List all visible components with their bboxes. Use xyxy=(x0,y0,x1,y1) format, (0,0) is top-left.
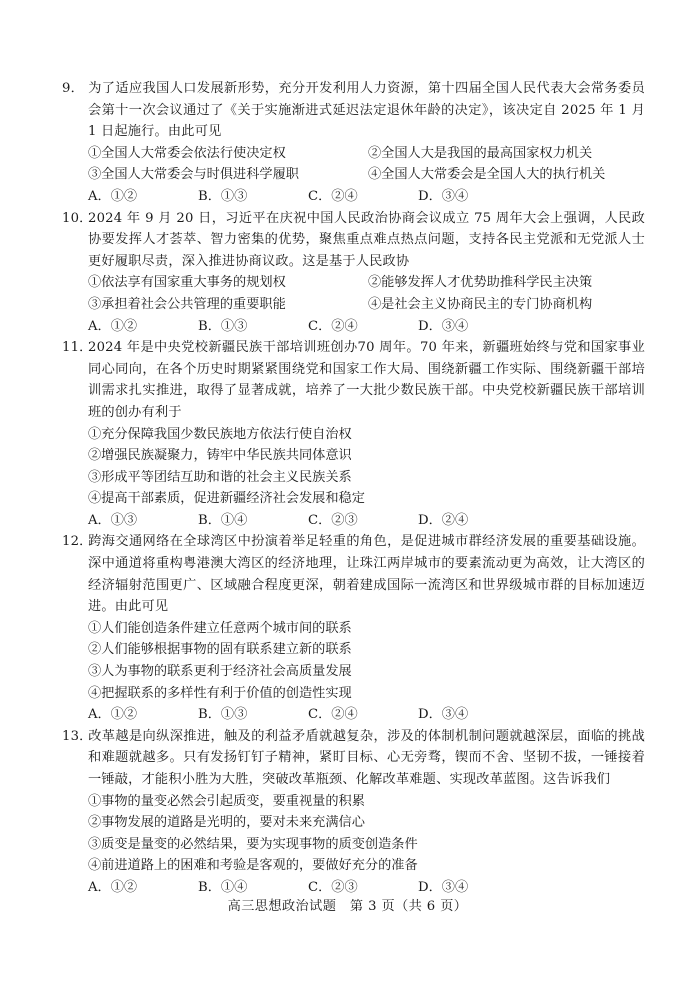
question-text: 改革越是向纵深推进，触及的利益矛盾就越复杂，涉及的体制机制问题就越深层，面临的挑战和难题就越多。只有发扬钉钉子精神，紧盯目标、心无旁骛，锲而不舍、坚韧不拔，一锤接着一锤敲，才能积小胜为大胜，突破改革瓶颈、化解改革难题、实现改革蓝图。这告诉我们 xyxy=(88,728,645,787)
question-number: 9． xyxy=(62,81,84,96)
choice-d: D．③④ xyxy=(418,318,469,334)
option-statement: ④把握联系的多样性有利于价值的创造性实现 xyxy=(88,685,352,701)
option-statement: ①充分保障我国少数民族地方依法行使自治权 xyxy=(88,426,352,442)
option-statement: ③全国人大常委会与时俱进科学履职 xyxy=(88,167,299,183)
option-statement: ④全国人大常委会是全国人大的执行机关 xyxy=(368,167,606,183)
choice-b: B．①③ xyxy=(198,318,248,334)
option-statements xyxy=(62,143,645,186)
question-12 xyxy=(62,531,645,725)
option-statement: ②全国人大是我国的最高国家权力机关 xyxy=(368,145,593,161)
option-statement: ②增强民族凝聚力，铸牢中华民族共同体意识 xyxy=(88,448,352,464)
option-statement: ③承担着社会公共管理的重要职能 xyxy=(88,296,286,312)
question-text: 跨海交通网络在全球湾区中扮演着举足轻重的角色，是促进城市群经济发展的重要基础设施。深中通道将重构粤港澳大湾区的经济地理，让珠江两岸城市的要素流动更为高效，让大湾区的经济辐射范围更广、区域融合程度更深，朝着建成国际一流湾区和世界级城市群的目标加速迈进。由此可见 xyxy=(88,534,645,615)
question-stem xyxy=(62,337,645,423)
choice-b: B．①④ xyxy=(198,512,248,528)
option-statement: ①全国人大常委会依法行使决定权 xyxy=(88,145,286,161)
choice-b: B．①③ xyxy=(198,707,248,723)
choice-a: A．①② xyxy=(88,707,138,723)
choice-a: A．①② xyxy=(88,188,138,204)
question-stem xyxy=(62,208,645,273)
question-10 xyxy=(62,208,645,338)
question-stem xyxy=(62,531,645,617)
question-9 xyxy=(62,78,645,208)
choice-c: C．②③ xyxy=(308,879,358,895)
page-footer: 高三思想政治试题 第 3 页（共 6 页） xyxy=(227,899,468,914)
choice-c: C．②④ xyxy=(308,188,358,204)
option-statement: ④提高干部素质，促进新疆经济社会发展和稳定 xyxy=(88,491,365,507)
choice-d: D．③④ xyxy=(418,879,469,895)
choice-a: A．①② xyxy=(88,318,138,334)
option-statement: ②能够发挥人才优势助推科学民主决策 xyxy=(368,275,593,291)
question-number: 10． xyxy=(62,210,93,226)
option-statement: ②人们能够根据事物的固有联系建立新的联系 xyxy=(88,642,352,658)
option-statement: ④前进道路上的困难和考验是客观的，要做好充分的准备 xyxy=(88,858,418,874)
choice-c: C．②④ xyxy=(308,318,358,334)
question-stem xyxy=(62,726,645,791)
question-number: 11． xyxy=(62,340,93,356)
option-statements xyxy=(62,424,645,510)
option-statements xyxy=(62,618,645,704)
option-statements xyxy=(62,272,645,315)
question-text: 2024 年 9 月 20 日，习近平在庆祝中国人民政治协商会议成立 75 周年大会上强调，人民政协要发挥人才荟萃、智力密集的优势，聚焦重点难点热点问题，支持各民主党派和无党派人士更好履职尽责，深入推进协商议政。这是基于人民政协 xyxy=(88,210,645,269)
question-text: 为了适应我国人口发展新形势，充分开发利用人力资源，第十四届全国人民代表大会常务委员会第十一次会议通过了《关于实施渐进式延迟法定退休年龄的决定》，该决定自 2025 年 1 月 1 日起施行。由此可见 xyxy=(88,81,645,140)
question-text: 2024 年是中央党校新疆民族干部培训班创办70 周年。70 年来，新疆班始终与党和国家事业同心同向，在各个历史时期紧紧围绕党和国家工作大局、围绕新疆工作实际、围绕新疆干部培训需求扎实推进，取得了显著成就，培养了一大批少数民族干部。中央党校新疆民族干部培训班的创办有利于 xyxy=(88,340,645,420)
question-11 xyxy=(62,337,645,531)
answer-choices xyxy=(62,186,645,208)
question-number: 12． xyxy=(62,534,93,550)
answer-choices xyxy=(62,316,645,338)
option-statements xyxy=(62,791,645,877)
option-statement: ②事物发展的道路是光明的，要对未来充满信心 xyxy=(88,815,365,831)
choice-a: A．①③ xyxy=(88,512,138,528)
choice-d: D．③④ xyxy=(418,707,469,723)
question-number: 13． xyxy=(62,728,93,744)
choice-b: B．①③ xyxy=(198,188,248,204)
question-stem xyxy=(62,78,645,143)
answer-choices xyxy=(62,704,645,726)
option-statement: ①依法享有国家重大事务的规划权 xyxy=(88,275,286,291)
option-statement: ④是社会主义协商民主的专门协商机构 xyxy=(368,296,593,312)
choice-d: D．③④ xyxy=(418,188,469,204)
choice-c: C．②③ xyxy=(308,512,358,528)
choice-d: D．②④ xyxy=(418,512,469,528)
choice-a: A．①② xyxy=(88,879,138,895)
choice-b: B．①④ xyxy=(198,879,248,895)
option-statement: ①事物的量变必然会引起质变，要重视量的积累 xyxy=(88,793,365,809)
answer-choices xyxy=(62,510,645,532)
choice-c: C．②④ xyxy=(308,707,358,723)
option-statement: ③形成平等团结互助和谐的社会主义民族关系 xyxy=(88,469,352,485)
question-13 xyxy=(62,726,645,899)
option-statement: ①人们能创造条件建立任意两个城市间的联系 xyxy=(88,620,352,636)
option-statement: ③质变是量变的必然结果，要为实现事物的质变创造条件 xyxy=(88,836,418,852)
option-statement: ③人为事物的联系更利于经济社会高质量发展 xyxy=(88,664,352,680)
